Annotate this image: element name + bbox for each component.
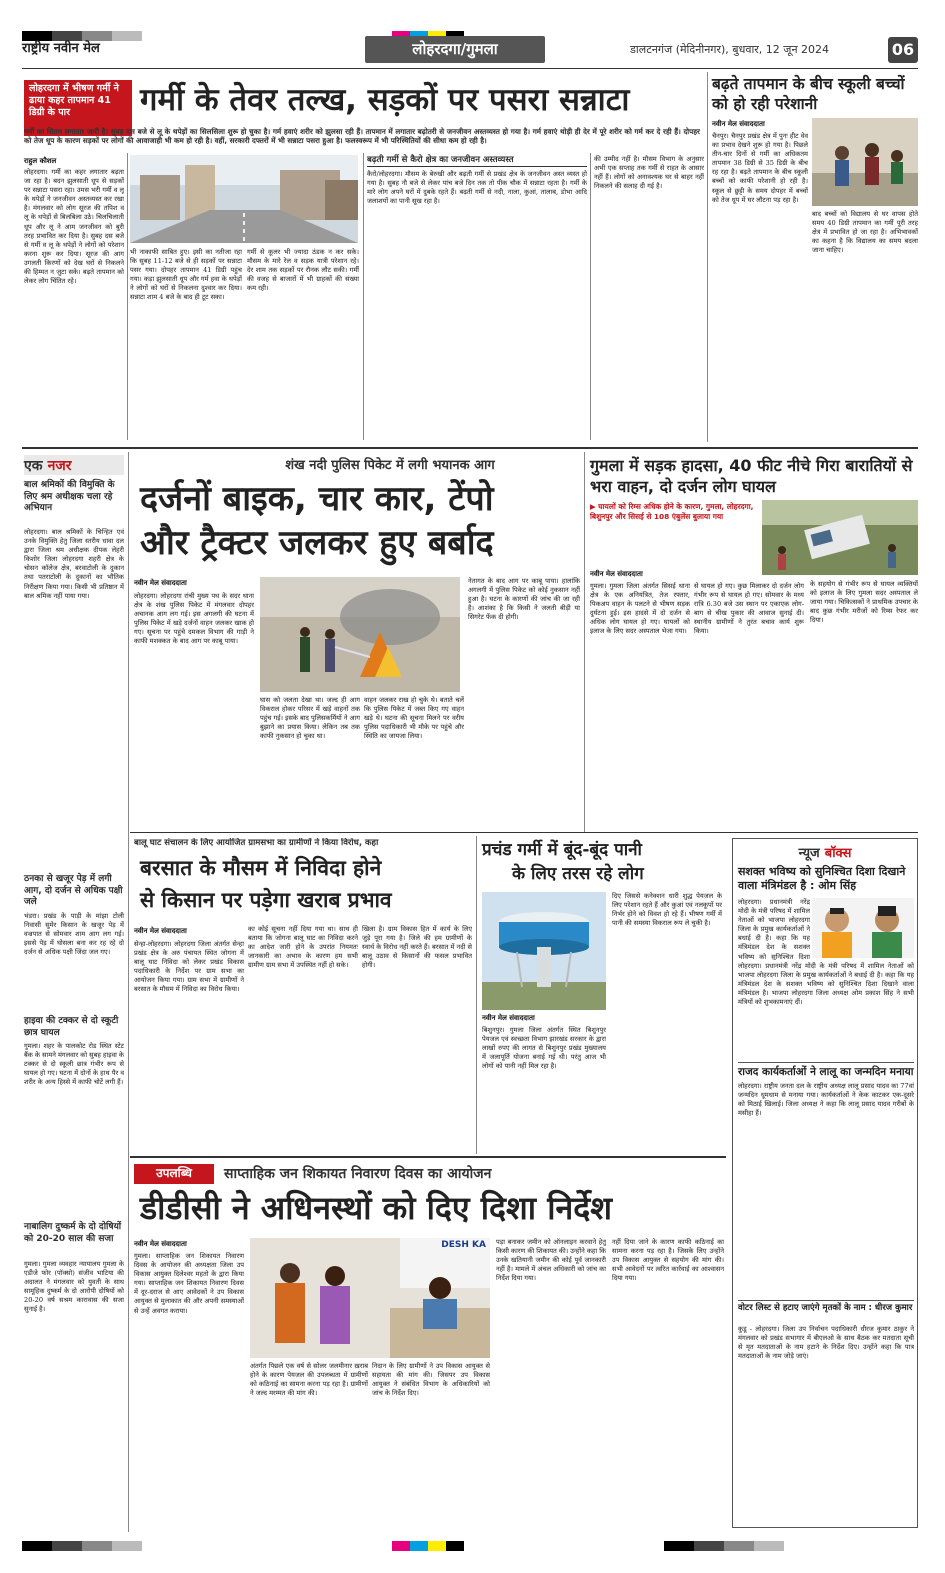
ek-nazar-header (24, 455, 124, 475)
fire-story-col1: लोहरदगा। लोहरदगा रांची मुख्य पथ के सदर थाना क्षेत्र के शंख पुलिस पिकेट में मंगलवार दोपहर अचानक आग लग गई। इस अगलगी की घटना में पुलिस पिकेट में खड़े दर्जनों वाहन जलकर खाक हो गए। सूचना पर पहुंचे दमकल विभाग की गाड़ी ने काफी मशक्कत के बाद आग पर काबू पाया। (134, 592, 254, 646)
news-box-title-1: न्यूज (798, 846, 820, 861)
dc-story-col4: पड़ा बनाकर जमीन को ऑनलाइन करवाने हेतु किसी कारण की शिकायत की। उन्होंने कहा कि उनके खतियानी जमीन की कोई पूर्व जानकारी नहीं है। मामले में अंचल अधिकारी को जांच का निर्देश दिया गया। (496, 1238, 606, 1283)
brief3-title: हाइवा की टक्कर से दो स्कूटी छात्र घायल (24, 1016, 119, 1038)
brief1-title: बाल श्रमिकों की विमुक्ति के लिए श्रम अधीक्षक चला रहे अभियान (24, 480, 115, 513)
dc-story-col3: निदान के लिए ग्रामीणों ने उप विकास आयुक्त से सहायता की मांग की। जिसपर उप विकास आयुक्त ने संबंधित विभाग के अधिकारियों को जांच के निर्देश दिए। (372, 1362, 490, 1398)
lead-story-col3: गर्मी से कूलर भी ज्यादा ठंडक न कर सके। मौसम के मारे रेल व सड़क यात्री परेशान रहे। देर शाम तक सड़कों पर रौनक लौट सकी। गर्मी की वजह से बाजारों में भी ग्राहकों की संख्या कम रही। (247, 248, 359, 293)
paper-name: राष्ट्रीय नवीन मेल (22, 41, 100, 56)
news-box-story1-body: लोहरदगा। प्रधानमंत्री नरेंद्र मोदी के मंत्री परिषद में शामिल नेताओं को भाजपा लोहरदगा जिला के प्रमुख कार्यकर्ताओं ने बधाई दी है। कहा कि यह मंत्रिमंडल देश के सशक्त भविष्य को सुनिश्चित दिशा दिखाने वाला मंत्रिमंडल है। भाजपा लोहरदगा जिला अध्यक्ष ओम प्रकाश सिंह ने सभी मंत्रियों को शुभकामनाएं दीं। (738, 962, 914, 1007)
fire-story-kicker: शंख नदी पुलिस पिकेट में लगी भयानक आग (285, 458, 495, 473)
news-box-story2-title: राजद कार्यकर्ताओं ने लालू का जन्मदिन मनाया (738, 1062, 914, 1079)
portraits-photo (812, 898, 914, 958)
accident-story-headline: गुमला में सड़क हादसा, 40 फीट नीचे गिरा बारातियों से भरा वाहन, दो दर्जन लोग घायल (590, 456, 913, 496)
brief3-body: गुमला। शहर के पालकोट रोड स्थित स्टेट बैंक के सामने मंगलवार को सुबह हाइवा के टक्कर से दो स्कूली छात्र गंभीर रूप से घायल हो गए। घटना में दोनों के हाथ पैर व शरीर के अन्य हिस्से में काफी चोटें लगी हैं। (24, 1042, 124, 1087)
dc-story-tag: उपलब्धि (134, 1164, 214, 1184)
children-photo (812, 118, 918, 206)
fire-story-col2: घास को जलता देखा था। जल्द ही आग विकराल होकर परिसर में खड़े वाहनों तक पहुंच गई। इसके बाद पुलिसकर्मियों ने आग बुझाने का प्रयास किया। लेकिन तब तक काफी नुकसान हो चुका था। (260, 696, 360, 741)
sand-story-headline-1: बरसात के मौसम में निविदा होने (140, 856, 382, 880)
sand-story-headline-2: से किसान पर पड़ेगा खराब प्रभाव (140, 888, 392, 912)
color-strip-top (22, 26, 918, 36)
lead-story-headline: गर्मी के तेवर तल्ख, सड़कों पर पसरा सन्नाटा (140, 82, 630, 118)
news-box-title-2: बॉक्स (824, 846, 852, 861)
lead-story-col4: कैरो/लोहरदगा। मौसम के बेरुखी और बढ़ती गर्मी से प्रखंड क्षेत्र के जनजीवन अस्त व्यस्त हो गया है। सुबह नौ बजे से लेकर पांच बजे दिन तक तो पीक चौक में सन्नाटा रहता है। गर्मी के मारे लोग अपने घरों में दुबके रहते हैं। बढ़ती गर्मी से नदी, नाला, कुआं, तालाब, डोभा आदि जलाशयों का पानी सूख रहा है। (367, 170, 587, 206)
news-box-story3-title: वोटर लिस्ट से हटाए जाएंगे मृतकों के नाम : धीरज कुमार (738, 1300, 914, 1314)
dc-story-kicker: साप्ताहिक जन शिकायत निवारण दिवस का आयोजन (224, 1166, 492, 1182)
page-number: 06 (888, 37, 918, 63)
school-story-byline: नवीन मेल संवाददाता (712, 120, 765, 128)
street-photo (130, 155, 358, 243)
school-story-headline: बढ़ते तापमान के बीच स्कूली बच्चों को हो रही परेशानी (712, 75, 905, 113)
sand-story-byline: नवीन मेल संवाददाता (134, 927, 187, 935)
lead-story-col5: की उम्मीद नहीं है। मौसम विभाग के अनुसार अभी एक सप्ताह तक गर्मी से राहत के आसार नहीं हैं। लोगों को अनावश्यक घर से बाहर नहीं निकलने की सलाह दी गई है। (594, 155, 704, 191)
brief4-title: नाबालिग दुष्कर्म के दो दोषियों को 20-20 साल की सजा (24, 1222, 122, 1244)
brief2-title: ठनका से खजूर पेड़ में लगी आग, दो दर्जन से अधिक पक्षी जले (24, 874, 123, 907)
water-tank-photo (482, 892, 606, 1010)
fire-story-byline: नवीन मेल संवाददाता (134, 579, 187, 587)
color-strip-bottom (22, 1536, 918, 1546)
accident-story-col3: के सहयोग से गंभीर रूप से घायल व्यक्तियों को इलाज के लिए गुमला सदर अस्पताल ले जाया गया। चिकित्सकों ने प्राथमिक उपचार के बाद कुछ गंभीर मरीजों को रिम्स रेफर कर दिया। (810, 580, 918, 625)
school-story-body: चैनपुर। चैनपुर प्रखंड क्षेत्र में पुनः हीट वेव का प्रभाव देखने शुरू हो गया है। पिछले तीन-चार दिनों से गर्मी का अधिकतम तापमान 38 डिग्री से 35 डिग्री के बीच रह रहा है। बढ़ते तापमान के बीच स्कूली बच्चों को काफी परेशानी हो रही है। स्कूल से छुट्टी के समय दोपहर में बच्चों को तेज धूप में घर लौटना पड़ रहा है। (712, 132, 808, 204)
caption-arrow-icon: ▶ (590, 502, 599, 511)
sand-story-kicker: बालू घाट संचालन के लिए आयोजित ग्रामसभा का ग्रामीणों ने किया विरोध, कहा (134, 838, 379, 848)
dc-story-col1: गुमला। साप्ताहिक जन शिकायत निवारण दिवस के आयोजन की अध्यक्षता जिला उप विकास आयुक्त दिलेश्वर महतो के द्वारा किया गया। साप्ताहिक जन शिकायत निवारण दिवस में दूर-दराज से आए आवेदकों ने उप विकास आयुक्त से मुलाकात की और अपनी समस्याओं से उन्हें अवगत कराया। (134, 1252, 244, 1315)
water-story-headline-2: के लिए तरस रहे लोग (512, 864, 644, 884)
accident-story-col2: से घायल हो गए। कुछ मिलाकर दो दर्जन लोग गंभीर रूप से घायल हो गए। सोमवार के मध्य रात्रि 6.30 बजे उस स्थान पर एकाएक लोग-बाग से चीख पुकार की आवाज सुनाई दी। स्थानीय ग्रामीणों ने तुरंत बचाव कार्य शुरू किया। (694, 582, 804, 636)
sand-story-col3: खिला है। ग्राम विकास हित में कार्य के लिए जुड़े पूरा गया है। जिले की हम ग्रामीणों के स्वार्थ के विरोध नहीं करते हैं। बरसात में नदी से बालू उठाव से किसानों की फसल प्रभावित होगी। (362, 925, 472, 970)
sand-story-col1: सेन्हा-लोहरदगा। लोहरदगा जिला अंतर्गत सेन्हा प्रखंड क्षेत्र के अरु पंचायत स्थित जोगना में बालू घाट निविदा को लेकर प्रखंड विकास पदाधिकारी के निर्देश पर ग्राम सभा का आयोजन किया गया। ग्राम सभा में ग्रामीणों ने बरसात के मौसम में निविदा का विरोध किया। (134, 940, 244, 994)
sand-story-col2: का कोई सूचना नहीं दिया गया था। साथ ही बताया कि जोगना बालू घाट का निविदा करने का आदेश जारी होने के उपरांत नियमतः जानकारी का अभाव के कारण हम सभी ग्रामीण ग्राम सभा में उपस्थित नहीं हो सके। (248, 925, 358, 970)
issue-date: डालटनगंज (मेदिनीनगर), बुधवार, 12 जून 2024 (630, 43, 830, 56)
dc-story-byline: नवीन मेल संवाददाता (134, 1240, 187, 1248)
accident-photo (762, 500, 918, 575)
masthead-rule (22, 68, 918, 69)
news-box-story2-body: लोहरदगा। राष्ट्रीय जनता दल के राष्ट्रीय अध्यक्ष लालू प्रसाद यादव का 77वां जन्मदिन धूमधाम से मनाया गया। कार्यकर्ताओं ने केक काटकर एक-दूसरे को मिठाई खिलाई। जिला अध्यक्ष ने कहा कि लालू प्रसाद यादव गरीबों के मसीहा हैं। (738, 1082, 914, 1118)
fire-story-col3: वाहन जलकर राख हो चुके थे। बताते चलें कि पुलिस पिकेट में जब्त किए गए वाहन खड़े थे। घटना की सूचना मिलने पर वरीय पुलिस पदाधिकारी भी मौके पर पहुंचे और स्थिति का जायजा लिया। (364, 696, 464, 741)
brief1-body: लोहरदगा। बाल श्रमिकों के चिन्हित एवं उनके विमुक्ति हेतु जिला स्तरीय धावा दल द्वारा जिला श्रम अधीक्षक दीपक लेहरी किशोर जिला लोहरदगा शहरी क्षेत्र के चोसन कॉलेज क्षेत्र, बरवाटोली के दुकान तथा पतराटोली के दुकानों का भौतिक निरीक्षण किया गया। किसी भी प्रतिष्ठान में बाल श्रमिक नहीं पाया गया। (24, 528, 124, 600)
grievance-meeting-photo (250, 1238, 490, 1358)
accident-story-byline: नवीन मेल संवाददाता (590, 570, 643, 578)
accident-caption-text: घायलों को रिम्स अधिक होने के कारण, गुमला, लोहरदगा, बिशुनपुर और सिसई से 108 एंबुलेंस बुलाया गया (590, 502, 754, 521)
fire-story-headline-1: दर्जनों बाइक, चार कार, टेंपो (140, 479, 494, 519)
photo-signboard-text: DESH KA (441, 1240, 486, 1250)
accident-story-col1: गुमला। गुमला जिला अंतर्गत सिसई थाना क्षेत्र के एक अनियंत्रित, तेज रफ्तार, पिकअप वाहन के पलटने से भीषण सड़क दुर्घटना हुई। इस हादसे में दो दर्जन से अधिक लोग घायल हो गए। घायलों को इलाज के लिए सदर अस्पताल भेजा गया। (590, 582, 690, 636)
lead-story-col1: लोहरदगा। गर्मी का कहर लगातार बढ़ता जा रहा है। बदन झुलसाती धूप से सड़कों पर सन्नाटा पसरा रहा। उमस भरी गर्मी व लू के थपेड़ों ने जनजीवन अस्तव्यस्त कर रखा है। मंगलवार को लोग सूरज की तपिश व लू के थपेड़ों से बिलबिला उठे। चिलचिलाती धूप और लू ने आम जनजीवन को बुरी तरह प्रभावित कर दिया है। सुबह दस बजे से गर्मी व लू के थपेड़ों ने लोगों को परेशान करना शुरू कर दिया। सूरज की आग उगलती किरणों को देख घरों से निकलने की हिम्मत न जुटा सके। बढ़ते तापमान को लेकर लोग चिंतित रहे। (24, 168, 124, 286)
lead-story-sub-title: बढ़ती गर्मी से कैरो क्षेत्र का जनजीवन अस्तव्यस्त (367, 155, 587, 167)
news-box-story1-lead: लोहरदगा। प्रधानमंत्री नरेंद्र मोदी के मंत्री परिषद में शामिल नेताओं को भाजपा लोहरदगा जिला के प्रमुख कार्यकर्ताओं ने बधाई दी है। कहा कि यह मंत्रिमंडल देश के सशक्त भविष्य को सुनिश्चित दिशा (738, 898, 810, 960)
fire-story-col4: नेतागत के बाद आग पर काबू पाया। हालांकि अगलगी में पुलिस पिकेट को कोई नुकसान नहीं हुआ है। घटना के कारणों की जांच की जा रही है। आशंका है कि किसी ने जलती बीड़ी या सिगरेट फेंक दी होगी। (468, 577, 580, 622)
news-box-header (770, 842, 880, 860)
lead-story-tag: लोहरदगा में भीषण गर्मी ने ढाया कहर तापमान 41 डिग्री के पार (24, 80, 132, 136)
water-story-headline-1: प्रचंड गर्मी में बूंद-बूंद पानी (482, 840, 642, 860)
lead-story-byline: राहुल कौशल (24, 157, 57, 165)
news-box-story1-title: सशक्त भविष्य को सुनिश्चित दिशा दिखाने वाला मंत्रिमंडल है : ओम सिंह (738, 865, 906, 892)
section-title: लोहरदगा/गुमला (365, 36, 545, 63)
news-box-story3-body: कुडू - लोहरदगा। जिला उप निर्वाचन पदाधिकारी धीरज कुमार ठाकुर ने मंगलवार को प्रखंड सभागार में बीएलओ के साथ बैठक कर मतदाता सूची से मृत मतदाताओं के नाम हटाने के निर्देश दिए। उन्होंने कहा कि पात्र मतदाताओं के नाम जोड़े जाएं। (738, 1325, 914, 1361)
fire-story-headline-2: और ट्रैक्टर जलकर हुए बर्बाद (140, 523, 494, 563)
dc-story-headline: डीडीसी ने अधिनस्थों को दिए दिशा निर्देश (140, 1189, 613, 1227)
school-story-body2: बाद बच्चों को विद्यालय से घर वापस होते समय 40 डिग्री तापमान का गर्मी पूरी तरह क्षेत्र में प्रभावित हो जा रहा है। अभिभावकों का कहना है कि विद्यालय का समय बदला जाना चाहिए। (812, 210, 918, 255)
lead-story-col2: भी नाकाफी साबित हुए। इसी का नतीजा रहा कि सुबह 11-12 बजे से ही सड़कों पर सन्नाटा पसर गया। दोपहर तापमान 41 डिग्री पहुंच गया। कड़ा झुलसाती धूप और गर्म हवा के थपेड़ों ने लोगों को घरों से निकलना दुश्वार कर दिया। सन्नाटा शाम 4 बजे के बाद ही टूट सका। (130, 248, 242, 302)
water-story-col1: बिशुनपुर। गुमला जिला अंतर्गत स्थित बिशुनपुर पेयजल एवं स्वच्छता विभाग झारखंड सरकार के द्वारा लाखों रुपए की लागत से बिशुनपुर प्रखंड मुख्यालय में जलापूर्ति योजना बनाई गई थी। परंतु आज भी लोगों को पानी नहीं मिल रहा है। (482, 1026, 606, 1071)
brief4-body: गुमला। गुमला व्यवहार न्यायालय गुमला के एडीजे फोर (पॉक्सो) संजीव भाटिया की अदालत ने मंगलवार को युवती के साथ सामूहिक दुष्कर्म के दो आरोपी दोषियों को 20-20 वर्ष सश्रम कारावास की सजा सुनाई है। (24, 1260, 124, 1314)
brief2-body: भंडरा। प्रखंड के पाड़ी के मांझा टोली निवासी सुमेर किसान के खजूर पेड़ में वज्रपात से सोमवार शाम आग लग गई। इससे पेड़ में घोसला बना कर रह रहे दो दर्जन से अधिक पक्षी जिंदा जल गए। (24, 912, 124, 957)
dc-story-col2: अंतर्गत पिछले एक वर्ष से सोलर जलमीनार ख़राब होने के कारण पेयजल की उपलब्धता में ग्रामीणों को कठिनाई का सामना करना पड़ रहा है। ग्रामीणों ने जल्द मरम्मत की मांग की। (250, 1362, 368, 1398)
lead-story-intro: गर्मी का सितम लगातार जारी है। सुबह दस बजे से लू के थपेड़ों का सिलसिला शुरू हो चुका है। गर्म हवाएं शरीर को झुलसा रही हैं। तापमान में लगातार बढ़ोतरी से जनजीवन अस्तव्यस्त हो गया है। गर्म हवाएं थोड़ी ही देर में पूरे शरीर को गर्म कर दे रही हैं। दोपहर को तेज धूप के कारण सड़कों पर लोगों की आवाजाही भी कम हो रही है। वहीं, सरकारी दफ्तरों में भी सन्नाटा पसरा हुआ है। फलस्वरूप में भी परिस्थितियों की सीधा कम हो रही है। (24, 127, 700, 145)
water-story-byline: नवीन मेल संवाददाता (482, 1014, 535, 1022)
dc-story-col5: नहीं दिया जाने के कारण काफी कठिनाई का सामना करना पड़ रहा है। जिसके लिए उन्होंने उप विकास आयुक्त से सहयोग की मांग की। सभी आवेदनों पर त्वरित कार्रवाई का आश्वासन दिया गया। (612, 1238, 724, 1283)
accident-story-caption (590, 502, 758, 522)
ek-nazar-title-2: नजर (47, 458, 72, 474)
fire-photo (260, 577, 460, 692)
ek-nazar-title-1: एक (24, 458, 43, 474)
water-story-col2: दिए जिससे कनेक्शन धारी शुद्ध पेयजल के लिए परेशान रहते हैं और कुआं एवं नलकूपों पर निर्भर होने को विवश हो रहे हैं। भीषण गर्मी में पानी की समस्या विकराल रूप ले चुकी है। (612, 892, 722, 928)
